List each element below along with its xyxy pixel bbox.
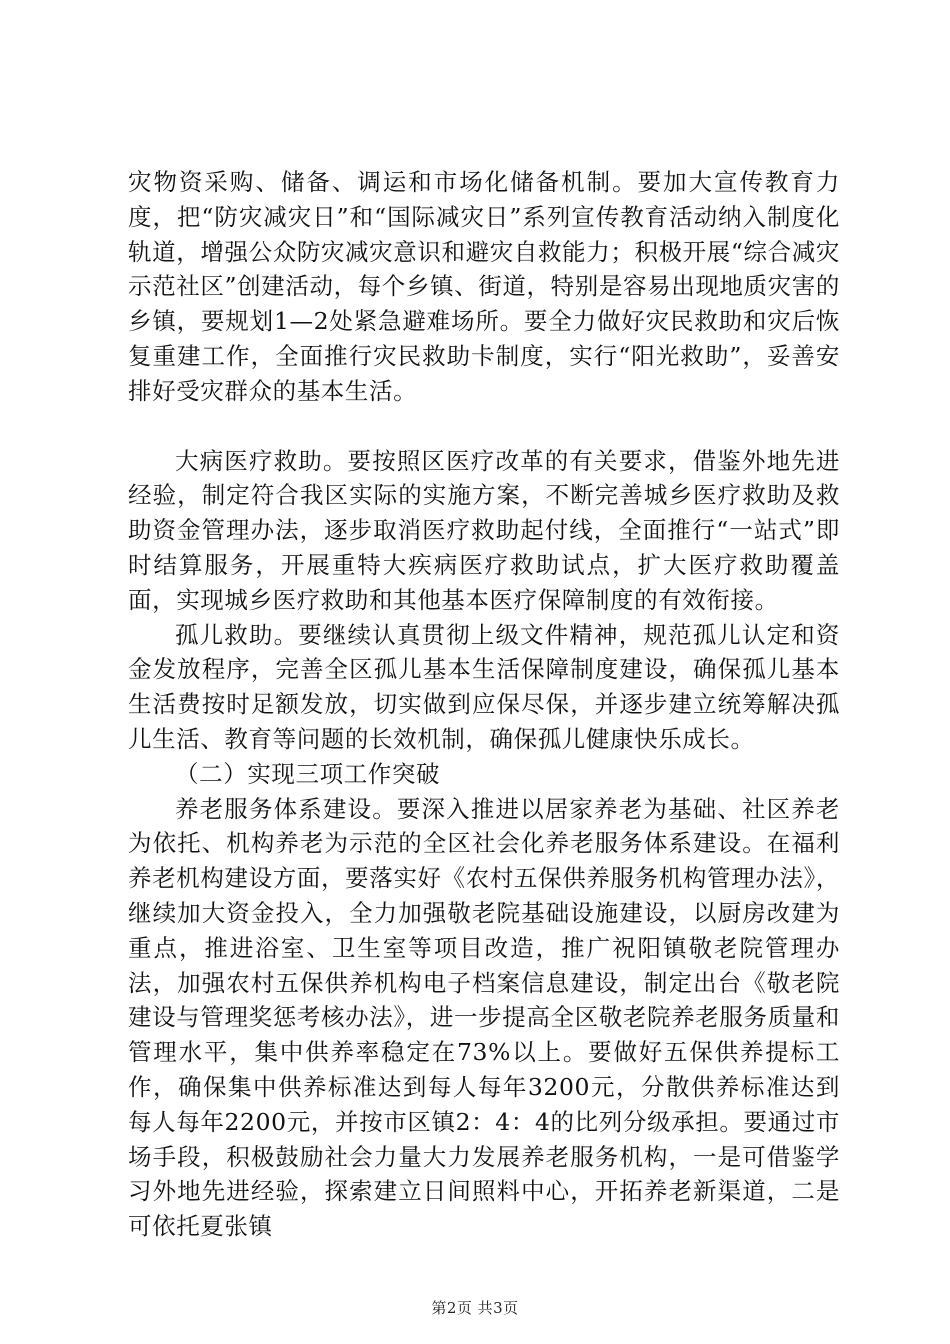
paragraph-medical-aid: 大病医疗救助。要按照区医疗改革的有关要求，借鉴外地先进经验，制定符合我区实际的实施方案，不断完善城乡医疗救助及救助资金管理办法，逐步取消医疗救助起付线，全面推行“一站式”即时结算服务，开展重特大疾病医疗救助试点，扩大医疗救助覆盖面，实现城乡医疗救助和其他基本医疗保障制度的有效衔接。 (128, 446, 840, 614)
page-number-footer: 第2页 共3页 (431, 1299, 519, 1317)
paragraph-disaster-relief-continued: 灾物资采购、储备、调运和市场化储备机制。要加大宣传教育力度，把“防灾减灾日”和“国际减灾日”系列宣传教育活动纳入制度化轨道，增强公众防灾减灾意识和避灾自救能力；积极开展“综合减灾示范社区”创建活动，每个乡镇、街道，特别是容易出现地质灾害的乡镇，要规划1—2处紧急避难场所。要全力做好灾民救助和灾后恢复重建工作，全面推行灾民救助卡制度，实行“阳光救助”，妥善安排好受灾群众的基本生活。 (128, 168, 840, 405)
paragraph-elderly-care-system: 养老服务体系建设。要深入推进以居家养老为基础、社区养老为依托、机构养老为示范的全区社会化养老服务体系建设。在福利养老机构建设方面，要落实好《农村五保供养服务机构管理办法》，继续加大资金投入，全力加强敬老院基础设施建设，以厨房改建为重点，推进浴室、卫生室等项目改造，推广祝阳镇敬老院管理办法，加强农村五保供养机构电子档案信息建设，制定出台《敬老院建设与管理奖惩考核办法》，进一步提高全区敬老院养老服务质量和管理水平，集中供养率稳定在73%以上。要做好五保供养提标工作，确保集中供养标准达到每人每年3200元，分散供养标准达到每人每年2200元，并按市区镇2：4：4的比列分级承担。要通过市场手段，积极鼓励社会力量大力发展养老服务机构，一是可借鉴学习外地先进经验，探索建立日间照料中心，开拓养老新渠道，二是可依托夏张镇 (128, 794, 840, 1241)
document-body (128, 165, 840, 1244)
section-heading-three-breakthroughs: （二）实现三项工作突破 (175, 759, 441, 788)
paragraph-orphan-aid: 孤儿救助。要继续认真贯彻上级文件精神，规范孤儿认定和资金发放程序，完善全区孤儿基本生活保障制度建设，确保孤儿基本生活费按时足额发放，切实做到应保尽保，并逐步建立统筹解决孤儿生活、教育等问题的长效机制，确保孤儿健康快乐成长。 (128, 620, 840, 753)
